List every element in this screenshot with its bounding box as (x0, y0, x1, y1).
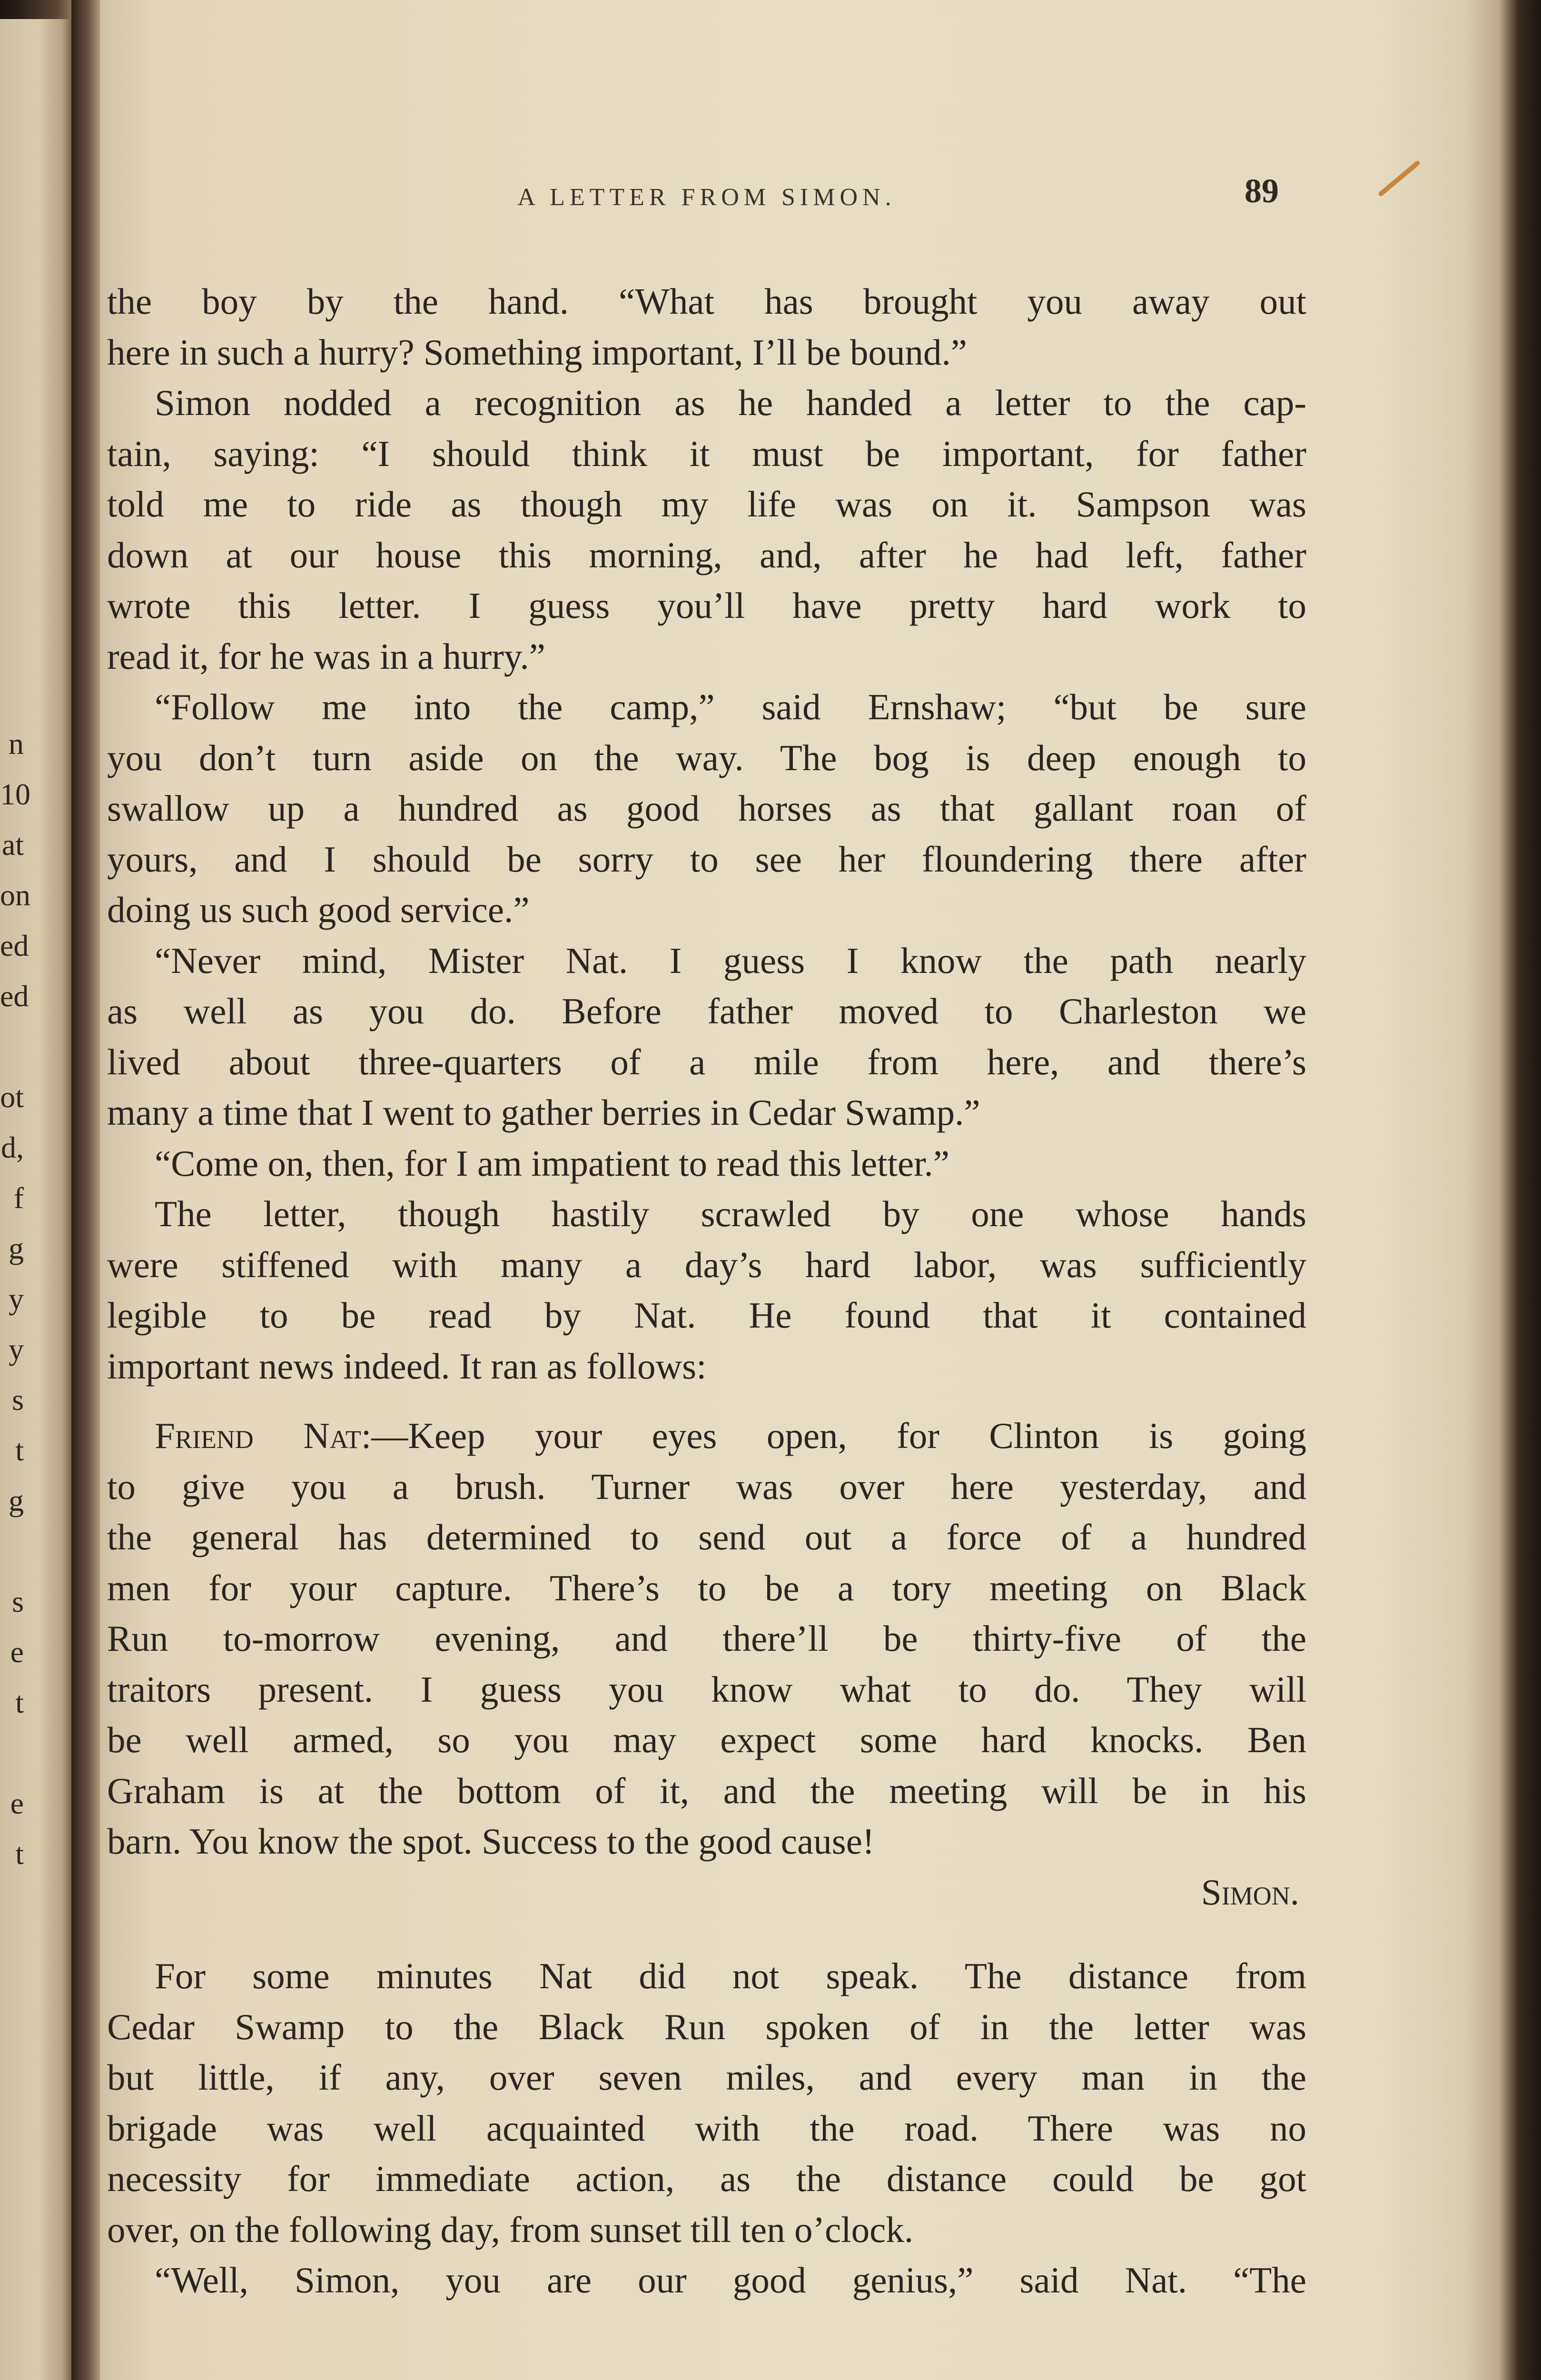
letter-signature: Simon. (1201, 1871, 1299, 1913)
text-line: but little, if any, over seven miles, and every man in the (107, 2057, 1306, 2098)
text-line: tain, saying: “I should think it must be important, for father (107, 433, 1306, 474)
letter-block (107, 1410, 1306, 1917)
text-line: read it, for he was in a hurry.” (107, 635, 545, 677)
text-line: For some minutes Nat did not speak. The distance from (155, 1955, 1306, 1996)
text-line: Cedar Swamp to the Black Run spoken of in the letter was (107, 2006, 1306, 2047)
text-line: doing us such good service.” (107, 889, 530, 930)
book-gutter (71, 0, 100, 2380)
text-line: down at our house this morning, and, after he had left, father (107, 534, 1306, 575)
text-line: lived about three-quarters of a mile from here, and there’s (107, 1041, 1306, 1082)
text-line: here in such a hurry? Something important, I’ll be bound.” (107, 331, 967, 373)
facing-page-fragment: g (9, 1231, 24, 1265)
facing-page-fragment: t (15, 1837, 24, 1871)
facing-page-fragment: ot (0, 1080, 24, 1114)
text-line: you don’t turn aside on the way. The bog is deep enough to (107, 737, 1306, 778)
text-line: yours, and I should be sorry to see her floundering there after (107, 838, 1306, 880)
text-line: “Follow me into the camp,” said Ernshaw; “but be sure (155, 686, 1306, 727)
facing-page-fragment: e (10, 1786, 24, 1820)
text-line: legible to be read by Nat. He found that it contained (107, 1295, 1306, 1336)
pencil-mark (1378, 160, 1421, 197)
book-page (107, 0, 1506, 2380)
text-line: wrote this letter. I guess you’ll have pretty hard work to (107, 585, 1306, 626)
facing-page-text-fragments (0, 719, 67, 1879)
facing-page-fragment: on (0, 878, 30, 912)
text-line: swallow up a hundred as good horses as that gallant roan of (107, 788, 1306, 829)
facing-page-fragment: d, (1, 1130, 24, 1164)
letter-line: Friend Nat:—Keep your eyes open, for Clinton is going (155, 1415, 1306, 1456)
facing-page-fragment: y (9, 1282, 24, 1316)
facing-page-fragment: t (15, 1686, 24, 1719)
facing-page-fragment (0, 1526, 67, 1577)
facing-page-fragment: e (10, 1635, 24, 1669)
letter-line: the general has determined to send out a force of a hundred (107, 1517, 1306, 1557)
letter-line: Run to-morrow evening, and there’ll be thirty-five of the (107, 1618, 1306, 1659)
text-line: told me to ride as though my life was on it. Sampson was (107, 484, 1306, 525)
page-number: 89 (1245, 172, 1279, 210)
facing-page-fragment: n (9, 727, 24, 761)
letter-salutation: Friend Nat (155, 1415, 361, 1456)
text-line: many a time that I went to gather berries in Cedar Swamp.” (107, 1092, 980, 1133)
text-line: over, on the following day, from sunset till ten o’clock. (107, 2209, 914, 2250)
text-line: “Well, Simon, you are our good genius,” said Nat. “The (155, 2260, 1306, 2301)
text-line: brigade was well acquainted with the road. There was no (107, 2107, 1306, 2149)
letter-line: Graham is at the bottom of it, and the meeting will be in his (107, 1770, 1306, 1811)
text-line: necessity for immediate action, as the distance could be got (107, 2158, 1306, 2199)
letter-line: barn. You know the spot. Success to the good cause! (107, 1821, 875, 1862)
text-line: The letter, though hastily scrawled by one whose hands (155, 1193, 1306, 1234)
text-line: “Never mind, Mister Nat. I guess I know the path nearly (155, 940, 1306, 981)
text-line: important news indeed. It ran as follows: (107, 1345, 707, 1387)
facing-page-fragment: y (9, 1332, 24, 1366)
text-line: as well as you do. Before father moved to Charleston we (107, 991, 1306, 1031)
facing-page-fragment: t (15, 1433, 24, 1467)
letter-line: traitors present. I guess you know what to do. They will (107, 1668, 1306, 1710)
facing-page-fragment: f (13, 1181, 24, 1215)
body-text (107, 276, 1306, 2306)
narrative-paragraphs (107, 276, 1306, 1391)
text-line: the boy by the hand. “What has brought you away out (107, 281, 1306, 322)
closing-paragraphs (107, 1951, 1306, 2306)
facing-page-fragment: g (9, 1484, 24, 1517)
text-line: “Come on, then, for I am impatient to read this letter.” (155, 1142, 949, 1184)
facing-page-fragment: s (12, 1383, 24, 1417)
letter-line: to give you a brush. Turner was over here yesterday, and (107, 1466, 1306, 1507)
running-head: A LETTER FROM SIMON. (517, 184, 896, 211)
facing-page-fragment: ed (0, 979, 29, 1013)
facing-page-fragment (0, 1728, 67, 1778)
facing-page-fragment: ed (0, 929, 29, 962)
text-line: were stiffened with many a day’s hard labor, was sufficiently (107, 1244, 1306, 1285)
facing-page-fragment: at (1, 828, 24, 862)
text-line: Simon nodded a recognition as he handed a letter to the cap- (155, 382, 1306, 423)
letter-line: be well armed, so you may expect some hard knocks. Ben (107, 1719, 1306, 1760)
facing-page-fragment (0, 1021, 67, 1072)
facing-page-fragment: 10 (0, 777, 30, 811)
facing-page-fragment: s (12, 1585, 24, 1618)
letter-line: men for your capture. There’s to be a tory meeting on Black (107, 1567, 1306, 1608)
